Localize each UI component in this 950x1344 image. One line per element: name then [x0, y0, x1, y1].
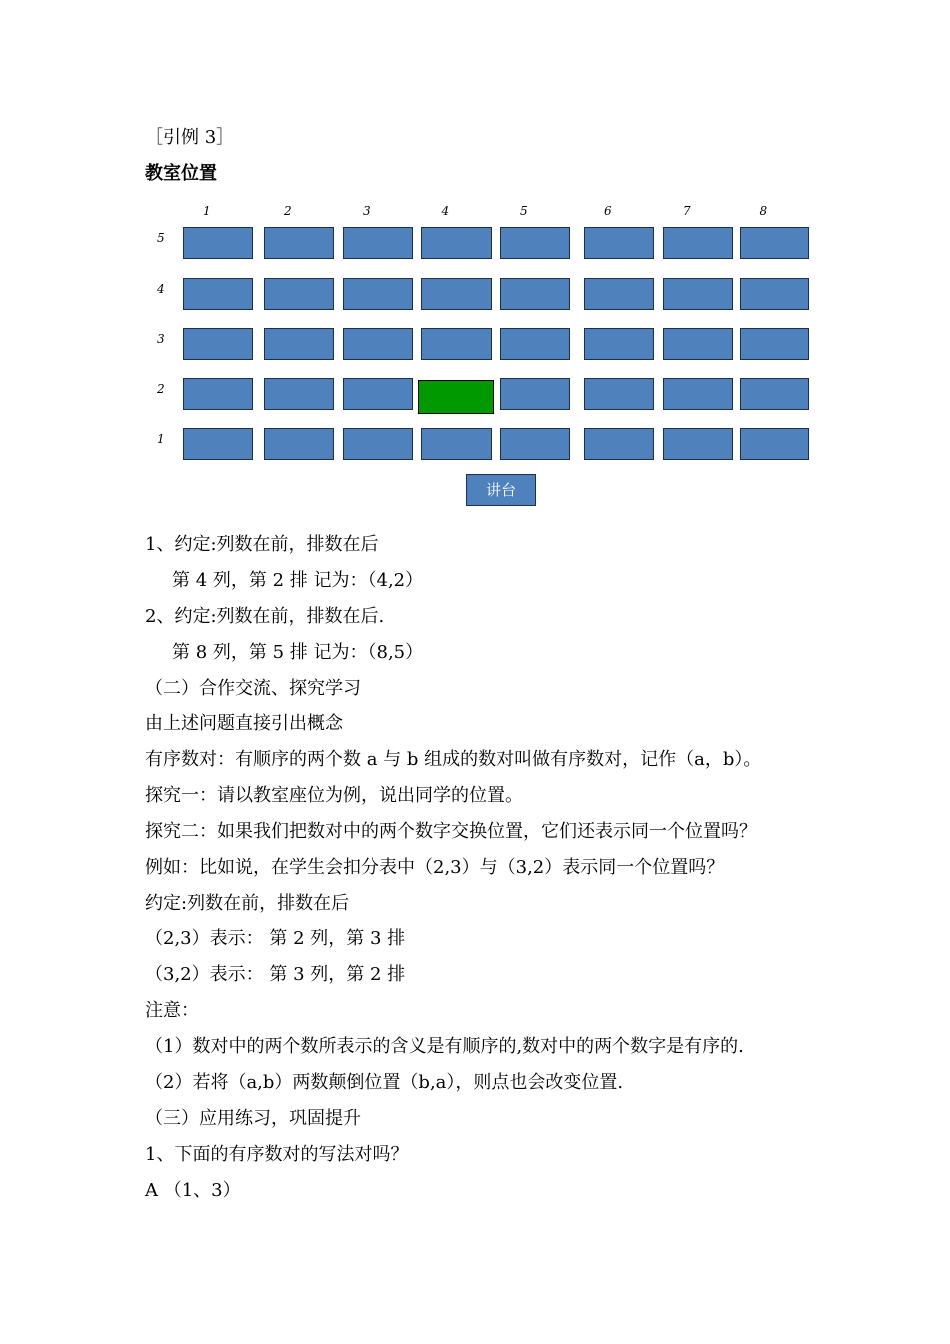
seat — [343, 328, 413, 360]
classroom-seating-chart — [0, 0, 950, 520]
text-line: 有序数对：有顺序的两个数 a 与 b 组成的数对叫做有序数对，记作（a，b）。 — [145, 749, 762, 770]
seat — [584, 428, 654, 460]
row-label: 5 — [157, 231, 165, 245]
text-line: （三）应用练习，巩固提升 — [145, 1108, 361, 1129]
seat — [183, 428, 253, 460]
seat — [264, 328, 334, 360]
text-line: （二）合作交流、探究学习 — [145, 678, 361, 699]
text-line: 注意： — [145, 1000, 199, 1021]
column-label: 3 — [363, 204, 371, 218]
seat — [500, 328, 570, 360]
text-line: 1、约定:列数在前，排数在后 — [145, 534, 379, 555]
seat — [663, 278, 733, 310]
seat — [421, 278, 492, 310]
column-label: 2 — [284, 204, 292, 218]
section-subtitle: 教室位置 — [145, 163, 217, 184]
seat — [740, 378, 809, 410]
text-line: 2、约定:列数在前，排数在后. — [145, 606, 385, 627]
text-line: （2）若将（a,b）两数颠倒位置（b,a），则点也会改变位置. — [145, 1072, 624, 1093]
seat — [740, 328, 809, 360]
seat — [183, 328, 253, 360]
seat — [343, 428, 413, 460]
seat — [584, 227, 654, 259]
column-label: 4 — [441, 204, 450, 218]
text-line: 由上述问题直接引出概念 — [145, 713, 343, 734]
seat-selected — [418, 380, 494, 414]
seat — [740, 278, 809, 310]
column-label: 1 — [203, 204, 211, 218]
text-line: 第 8 列，第 5 排 记为：（8,5） — [172, 642, 424, 663]
column-label: 6 — [604, 204, 612, 218]
seat — [264, 278, 334, 310]
text-line: 探究一：请以教室座位为例，说出同学的位置。 — [145, 785, 523, 806]
seat — [183, 378, 253, 410]
row-label: 1 — [157, 432, 165, 446]
seat — [663, 428, 733, 460]
seat — [663, 328, 733, 360]
seat — [421, 227, 492, 259]
text-line: （1）数对中的两个数所表示的含义是有顺序的,数对中的两个数字是有序的. — [145, 1036, 744, 1057]
seat — [663, 227, 733, 259]
column-label: 7 — [683, 204, 691, 218]
seat — [264, 227, 334, 259]
text-line: 探究二：如果我们把数对中的两个数字交换位置，它们还表示同一个位置吗？ — [145, 821, 757, 842]
podium: 讲台 — [466, 474, 536, 506]
seat — [421, 328, 492, 360]
text-line: A （1、3） — [145, 1180, 241, 1201]
seat — [663, 378, 733, 410]
row-label: 2 — [157, 382, 165, 396]
text-line: （2,3）表示： 第 2 列，第 3 排 — [145, 928, 406, 949]
seat — [500, 278, 570, 310]
text-line: 约定:列数在前，排数在后 — [145, 893, 350, 914]
seat — [584, 328, 654, 360]
column-label: 8 — [759, 204, 768, 218]
seat — [740, 428, 809, 460]
row-label: 4 — [157, 282, 165, 296]
seat — [500, 227, 570, 259]
seat — [343, 227, 413, 259]
seat — [500, 428, 570, 460]
seat — [343, 378, 413, 410]
column-label: 5 — [520, 204, 528, 218]
seat — [421, 428, 492, 460]
seat — [584, 278, 654, 310]
seat — [183, 227, 253, 259]
text-line: 第 4 列，第 2 排 记为：（4,2） — [172, 570, 424, 591]
seat — [500, 378, 570, 410]
seat — [264, 378, 334, 410]
text-line: （3,2）表示： 第 3 列，第 2 排 — [145, 964, 406, 985]
seat — [740, 227, 809, 259]
seat — [183, 278, 253, 310]
seat — [264, 428, 334, 460]
seat — [584, 378, 654, 410]
example-tag: ［引例 3］ — [145, 127, 235, 148]
text-line: 例如：比如说，在学生会扣分表中（2,3）与（3,2）表示同一个位置吗？ — [145, 857, 725, 878]
text-line: 1、下面的有序数对的写法对吗？ — [145, 1144, 409, 1165]
row-label: 3 — [157, 332, 165, 346]
seat — [343, 278, 413, 310]
